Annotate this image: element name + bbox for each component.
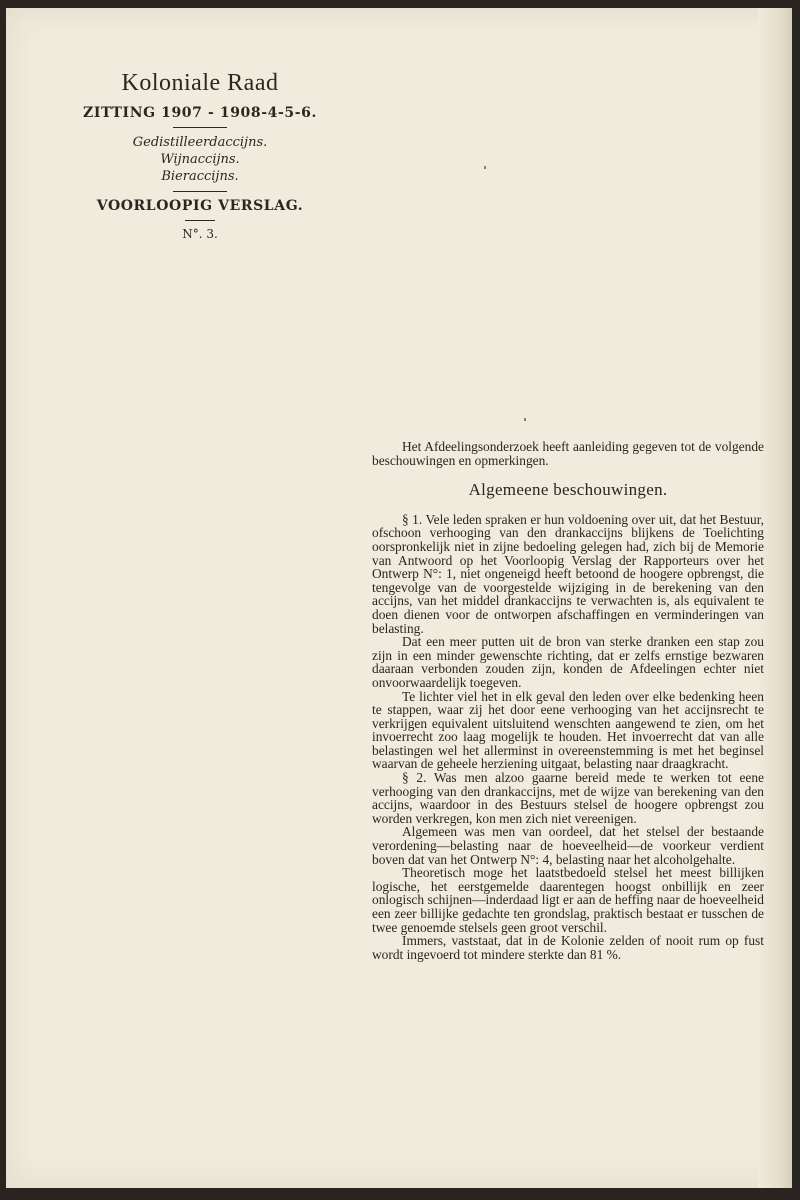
document-number: N°. 3.: [182, 227, 218, 241]
header-divider: [173, 127, 227, 128]
subject-excise-beer: Bieraccijns.: [161, 169, 239, 184]
body-paragraph: Theoretisch moge het laatstbedoeld stelsel het meest billijken logische, het eerstgemelde daarentegen hoogst onbillijk en zeer onlogisch schijnen—inderdaad ligt er aan de heffing naar de hoeveelheid een zeer billijke gedachte ten grondslag, praktisch bestaat er tusschen de twee genoemde stelsels geen groot verschil.: [372, 865, 764, 935]
subject-excise-spirits: Gedistilleerdaccijns.: [132, 135, 268, 150]
paper-speck: [484, 166, 486, 169]
header-divider: [173, 191, 227, 192]
intro-paragraph: Het Afdeelingsonderzoek heeft aanleiding gegeven tot de volgende beschouwingen en opmerkingen.: [372, 439, 764, 468]
document-header: [70, 70, 330, 241]
header-divider: [185, 220, 215, 221]
body-paragraph: Te lichter viel het in elk geval den leden over elke bedenking heen te stappen, waar zij het door eene verhooging van het accijnsrecht te verkrijgen equivalent uitsluitend wenschten aangewend te zien, om het invoerrecht zoo laag mogelijk te houden. Het invoerrecht dat van alle belastingen wel het allerminst in overeenstemming is met het beginsel waarvan de geheele herziening uitgaat, belasting naar draagkracht.: [372, 688, 764, 772]
body-paragraph: Immers, vaststaat, dat in de Kolonie zelden of nooit rum op fust wordt ingevoerd tot mindere sterkte dan 81 %.: [372, 933, 764, 962]
body-paragraph: § 1. Vele leden spraken er hun voldoening over uit, dat het Bestuur, ofschoon verhooging van den drankaccijns blijkens de Toelichting oorspronkelijk niet in zijne bedoeling gelegen had, zich bij de Memorie van Antwoord op het Voorloopig Verslag der Rapporteurs over het Ontwerp N°: 1, niet ongeneigd heeft betoond de hoogere opbrengst, die tengevolge van de voorgestelde wijziging in de berekening van den accijns, van het middel drankaccijns te verwachten is, als equivalent te doen dienen voor de ontworpen afschaffingen en verminderingen van belasting.: [372, 511, 764, 636]
paper-speck: [524, 418, 526, 421]
document-page: [6, 8, 792, 1188]
body-paragraph: Algemeen was men van oordeel, dat het stelsel der bestaande verordening—belasting naar de hoeveelheid—de voorkeur verdient boven dat van het Ontwerp N°: 4, belasting naar het alcoholgehalte.: [372, 824, 764, 867]
subject-excise-wine: Wijnaccijns.: [160, 152, 240, 167]
section-title: Algemeene beschouwingen.: [468, 480, 668, 500]
report-body: [372, 440, 764, 961]
body-paragraph: Dat een meer putten uit de bron van sterke dranken een stap zou zijn in een minder gewenschte richting, dat er zelfs ernstige bezwaren daaraan verbonden zouden zijn, konden de Afdeelingen echter niet onvoorwaardelijk toegeven.: [372, 634, 764, 690]
council-title: Koloniale Raad: [121, 70, 279, 96]
body-paragraph: § 2. Was men alzoo gaarne bereid mede te werken tot eene verhooging van den drankaccijns, met de wijze van berekening van den accijns, waardoor in des Bestuurs stelsel de hoogere opbrengst zou worden verkregen, kon men zich niet vereenigen.: [372, 770, 764, 826]
session-line: ZITTING 1907 - 1908-4-5-6.: [83, 105, 317, 121]
report-type: VOORLOOPIG VERSLAG.: [96, 198, 304, 214]
